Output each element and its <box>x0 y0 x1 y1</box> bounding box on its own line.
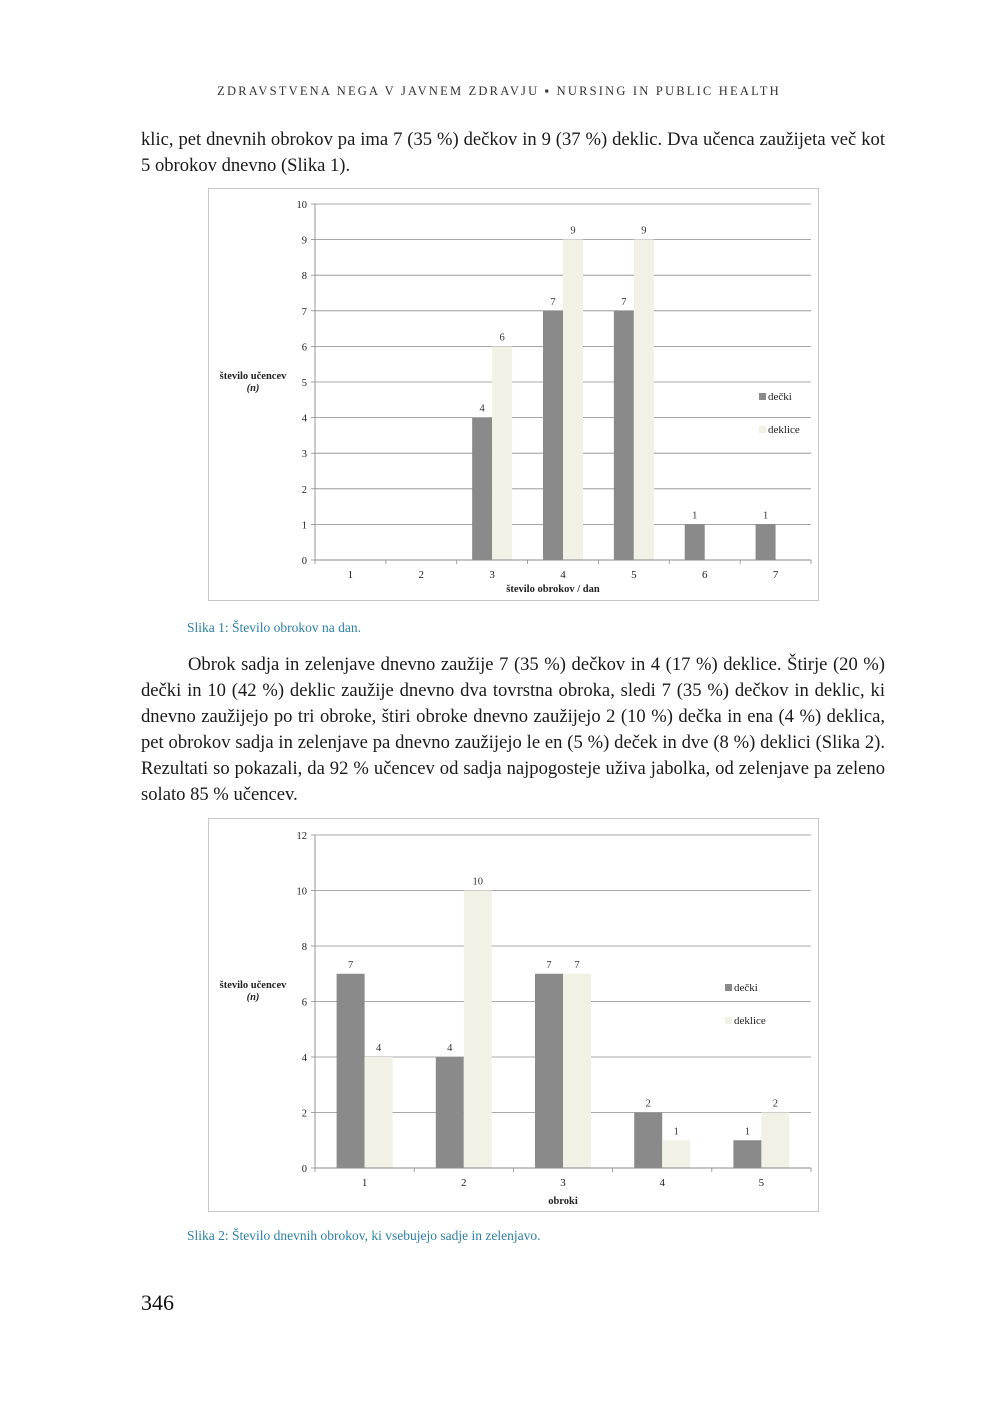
data-label: 7 <box>621 296 627 308</box>
legend-label: deklice <box>734 1015 766 1027</box>
bar-deklice <box>464 891 492 1169</box>
bar-deklice <box>563 974 591 1168</box>
chart-fruit-vegetable-meals <box>209 819 818 1211</box>
y-tick-label: 10 <box>296 886 307 898</box>
y-tick-label: 1 <box>301 520 307 532</box>
running-head: ZDRAVSTVENA NEGA V JAVNEM ZDRAVJU ▪ NURSING IN PUBLIC HEALTH <box>217 84 781 98</box>
y-tick-label: 10 <box>296 200 307 211</box>
bar-decki <box>337 974 365 1168</box>
x-axis-title: število obrokov / dan <box>506 584 600 595</box>
bar-decki <box>733 1140 761 1168</box>
bar-decki <box>614 311 634 560</box>
data-label: 6 <box>499 332 505 344</box>
y-tick-label: 0 <box>301 556 307 567</box>
y-tick-label: 6 <box>301 342 307 354</box>
legend-label: dečki <box>734 982 758 994</box>
bar-decki <box>685 524 705 560</box>
y-tick-label: 2 <box>301 1108 307 1120</box>
data-label: 7 <box>546 959 552 971</box>
bar-deklice <box>365 1057 393 1168</box>
y-tick-label: 4 <box>301 1053 307 1064</box>
caption-2: Slika 2: Število dnevnih obrokov, ki vsebujejo sadje in zelenjavo. <box>187 1228 541 1243</box>
x-tick-label: 2 <box>418 569 425 581</box>
x-tick-label: 2 <box>461 1177 467 1189</box>
data-label: 9 <box>570 225 576 237</box>
bar-deklice <box>662 1140 690 1168</box>
bar-decki <box>472 418 492 560</box>
y-tick-label: 6 <box>301 997 307 1009</box>
y-tick-label: 2 <box>301 484 307 496</box>
bar-deklice <box>761 1113 789 1169</box>
legend-swatch <box>759 426 766 433</box>
x-tick-label: 4 <box>560 569 566 581</box>
data-label: 4 <box>447 1043 453 1054</box>
x-tick-label: 4 <box>659 1177 665 1189</box>
y-tick-label: 8 <box>301 271 307 283</box>
data-label: 2 <box>645 1098 651 1110</box>
x-tick-label: 6 <box>701 569 708 581</box>
data-label: 7 <box>550 296 556 308</box>
x-tick-label: 5 <box>758 1177 765 1189</box>
legend-swatch <box>759 393 766 400</box>
data-label: 7 <box>347 959 354 971</box>
page-number: 346 <box>141 1290 174 1315</box>
bar-decki <box>543 311 563 560</box>
y-axis-unit: (n) <box>246 992 260 1003</box>
data-label: 10 <box>472 876 484 888</box>
y-tick-label: 5 <box>301 378 307 389</box>
bar-decki <box>436 1057 464 1168</box>
y-tick-label: 7 <box>301 306 307 318</box>
data-label: 1 <box>692 510 698 522</box>
bar-deklice <box>563 240 583 560</box>
y-axis-title: število učencev <box>219 980 287 991</box>
figure-1 <box>208 188 819 601</box>
data-label: 4 <box>375 1043 382 1054</box>
bar-deklice <box>634 240 654 560</box>
y-tick-label: 9 <box>301 235 307 247</box>
data-label: 9 <box>641 225 647 237</box>
y-tick-label: 8 <box>301 942 307 953</box>
figure-2 <box>208 818 819 1212</box>
x-tick-label: 1 <box>361 1177 368 1189</box>
data-label: 1 <box>673 1126 679 1138</box>
y-axis-title: število učencev <box>219 371 287 382</box>
legend-label: deklice <box>768 424 800 436</box>
bar-decki <box>756 524 776 560</box>
y-axis-unit: (n) <box>246 383 260 394</box>
bar-deklice <box>492 346 512 560</box>
data-label: 2 <box>772 1098 779 1110</box>
y-tick-label: 3 <box>301 449 307 461</box>
x-tick-label: 5 <box>631 569 637 581</box>
caption-1: Slika 1: Število obrokov na dan. <box>187 620 361 635</box>
data-label: 4 <box>479 403 485 415</box>
y-tick-label: 12 <box>296 831 307 842</box>
data-label: 7 <box>574 959 580 971</box>
x-tick-label: 3 <box>560 1177 566 1189</box>
data-label: 1 <box>744 1126 751 1138</box>
y-tick-label: 4 <box>301 413 307 425</box>
x-tick-label: 7 <box>772 569 779 581</box>
legend-swatch <box>725 984 732 991</box>
chart-meals-per-day <box>209 189 818 600</box>
x-tick-label: 3 <box>489 569 495 581</box>
bar-decki <box>634 1113 662 1169</box>
legend-label: dečki <box>768 391 792 403</box>
y-tick-label: 0 <box>301 1164 307 1175</box>
x-tick-label: 1 <box>347 569 354 581</box>
bar-decki <box>535 974 563 1168</box>
paragraph-1: klic, pet dnevnih obrokov pa ima 7 (35 %) dečkov in 9 (37 %) deklic. Dva učenca zaužijeta več kot 5 obrokov dnevno (Slika 1). <box>141 129 885 176</box>
data-label: 1 <box>762 510 769 522</box>
legend-swatch <box>725 1017 732 1024</box>
x-axis-title: obroki <box>548 1196 578 1207</box>
paragraph-2: Obrok sadja in zelenjave dnevno zaužije 7 (35 %) dečkov in 4 (17 %) deklice. Štirje (20 %) dečki in 10 (42 %) deklic zaužije dnevno dva tovrstna obroka, sledi 7 (35 %) dečkov in deklic, ki dnevno zaužijejo po tri obroke, štiri obroke dnevno zaužijejo 2 (10 %) dečka in ena (4 %) deklica, pet obrokov sadja in zelenjave pa dnevno zaužijejo le en (5 %) deček in dve (8 %) deklici (Slika 2). Rezultati so pokazali, da 92 % učencev od sadja najpogosteje uživa jabolka, od zelenjave pa zeleno solato 85 % učencev. <box>141 654 885 805</box>
